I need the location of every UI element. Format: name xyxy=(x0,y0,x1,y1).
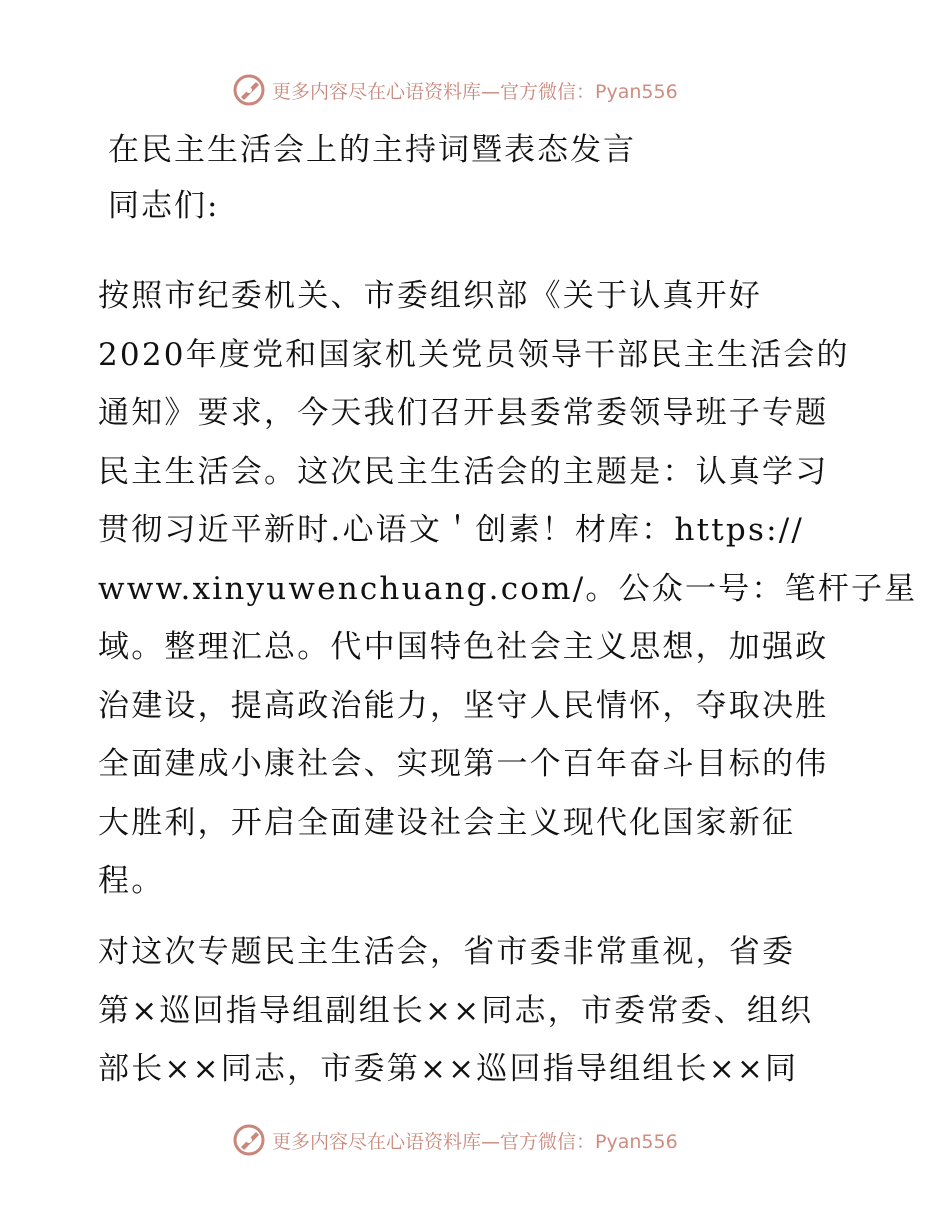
paragraph-1 xyxy=(98,267,918,911)
watermark-banner-top xyxy=(232,70,732,110)
paragraph-line: 按照市纪委机关、市委组织部《关于认真开好 xyxy=(98,278,762,314)
paragraph-line: 程。 xyxy=(98,863,165,899)
greeting: 同志们: xyxy=(108,188,220,224)
document-title: 在民主生活会上的主持词暨表态发言 xyxy=(108,132,636,168)
paragraph-line: 对这次专题民主生活会，省市委非常重视，省委 xyxy=(98,934,796,970)
paragraph-line: 治建设，提高政治能力，坚守人民情怀，夺取决胜 xyxy=(98,687,829,724)
watermark-text: 更多内容尽在心语资料库—官方微信：Pyan556 xyxy=(272,1130,678,1153)
paragraph-line: 域。整理汇总。代中国特色社会主义思想，加强政 xyxy=(98,629,829,665)
paragraph-line: 大胜利，开启全面建设社会主义现代化国家新征 xyxy=(98,804,796,841)
pen-logo-icon xyxy=(232,1123,266,1157)
paragraph-line: 贯彻习近平新时.心语文＇创素！材库：https:// xyxy=(98,512,805,548)
watermark-banner-bottom xyxy=(232,1120,732,1160)
paragraph-2 xyxy=(98,923,858,1099)
paragraph-line: 民主生活会。这次民主生活会的主题是：认真学习 xyxy=(98,453,829,490)
paragraph-line: 2020年度党和国家机关党员领导干部民主生活会的 xyxy=(98,336,850,373)
paragraph-line: 部长××同志，市委第××巡回指导组组长××同 xyxy=(98,1051,799,1087)
paragraph-line: www.xinyuwenchuang.com/。公众一号：笔杆子星 xyxy=(98,570,918,607)
watermark-text: 更多内容尽在心语资料库—官方微信：Pyan556 xyxy=(272,80,678,103)
paragraph-line: 全面建成小康社会、实现第一个百年奋斗目标的伟 xyxy=(98,746,829,782)
paragraph-line: 通知》要求，今天我们召开县委常委领导班子专题 xyxy=(98,395,829,431)
pen-logo-icon xyxy=(232,73,266,107)
paragraph-line: 第×巡回指导组副组长××同志，市委常委、组织 xyxy=(98,992,814,1029)
